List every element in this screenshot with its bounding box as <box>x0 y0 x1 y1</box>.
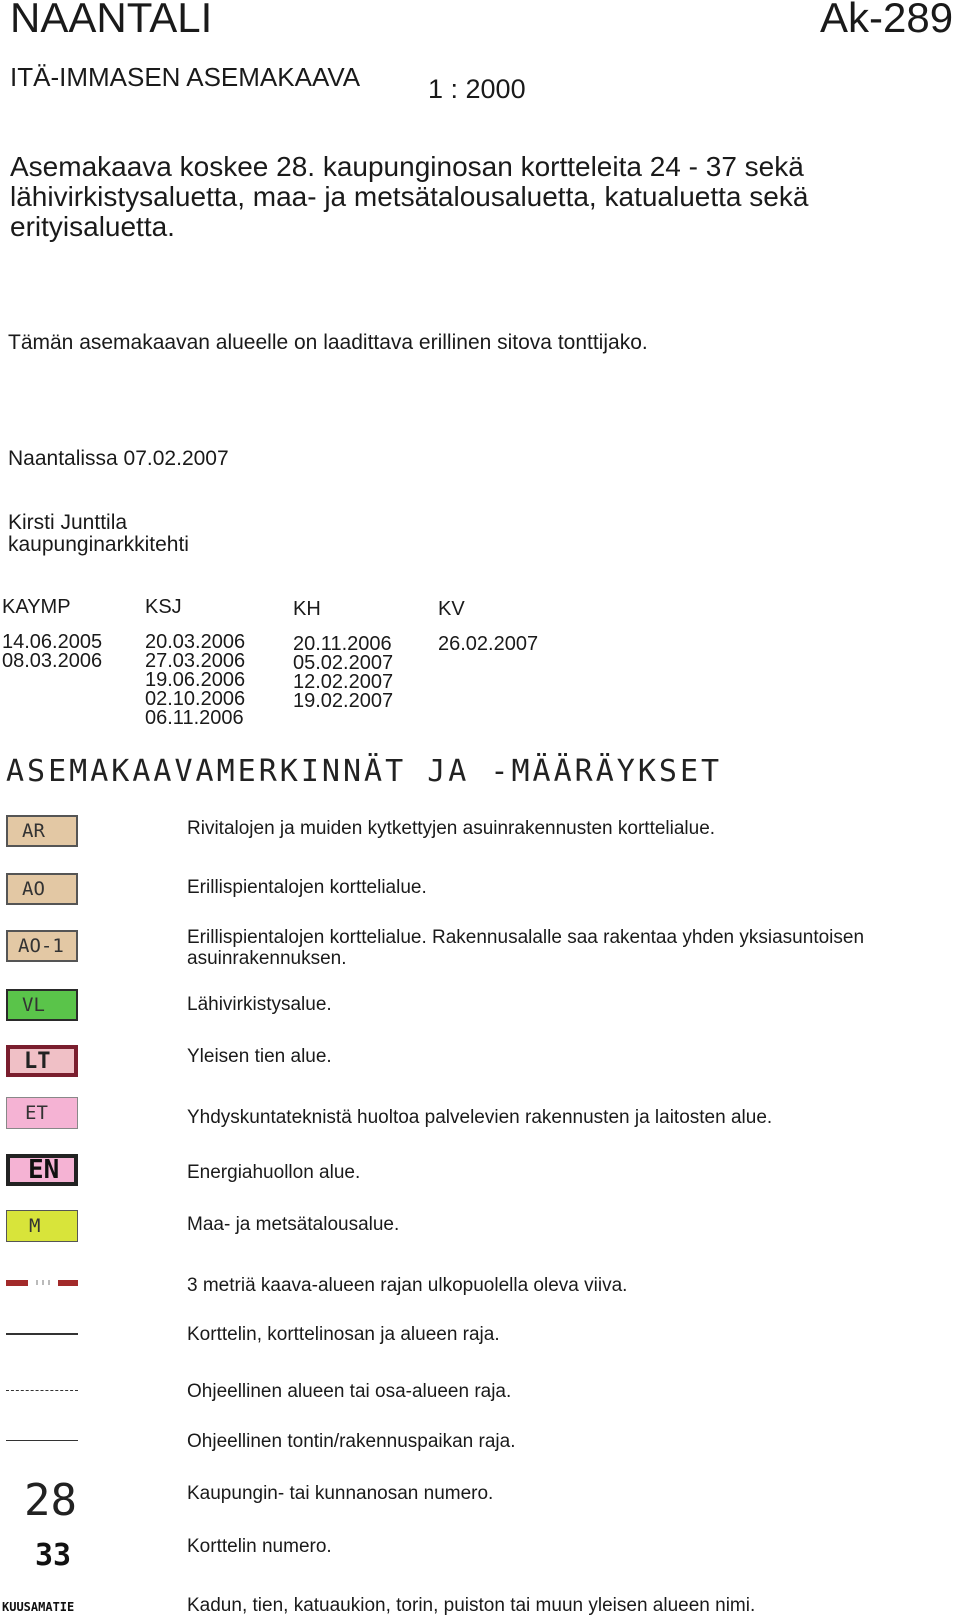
approval-column-kaymp <box>2 598 152 671</box>
approval-date: 20.11.2006 <box>293 633 392 655</box>
legend-text-guideline-area-boundary: Ohjeellinen alueen tai osa-alueen raja. <box>187 1381 512 1402</box>
legend-symbol-plot-boundary <box>6 1440 78 1441</box>
place-date: Naantalissa 07.02.2007 <box>8 447 229 470</box>
legend-symbol-et: ET <box>6 1097 78 1129</box>
legend-symbol-guideline-area-boundary <box>6 1390 78 1391</box>
city-name: NAANTALI <box>10 0 213 41</box>
legend-title: ASEMAKAAVAMERKINNÄT JA -MÄÄRÄYKSET <box>6 754 723 789</box>
legend-text-ao: Erillispientalojen korttelialue. <box>187 877 427 898</box>
legend-symbol-ao1: AO-1 <box>6 930 78 962</box>
legend-text-ao1: Erillispientalojen korttelialue. Rakennusalalle saa rakentaa yhden yksiasuntoisen asuinrakennuksen. <box>187 927 865 969</box>
approval-header: KV <box>438 598 465 620</box>
approval-date: 08.03.2006 <box>2 650 103 672</box>
legend-text-block-boundary: Korttelin, korttelinosan ja alueen raja. <box>187 1324 500 1345</box>
legend-symbol-block-boundary <box>6 1333 78 1335</box>
plan-description: Asemakaava koskee 28. kaupunginosan kortteleita 24 - 37 sekä lähivirkistysaluetta, maa- ja metsätalousaluetta, katualuetta sekä erityisaluetta. <box>10 151 809 242</box>
legend-symbol-m: M <box>6 1210 78 1242</box>
plot-division-note: Tämän asemakaavan alueelle on laadittava erillinen sitova tonttijako. <box>8 331 648 354</box>
legend-symbol-lt: LT <box>6 1045 78 1077</box>
approval-date: 27.03.2006 <box>145 650 246 672</box>
signer-name: Kirsti Junttila <box>8 511 128 534</box>
approval-header: KH <box>293 598 321 620</box>
approval-date: 19.06.2006 <box>145 669 246 691</box>
approval-date: 02.10.2006 <box>145 688 246 710</box>
approval-date: 14.06.2005 <box>2 631 103 653</box>
legend-text-et: Yhdyskuntateknistä huoltoa palvelevien rakennusten ja laitosten alue. <box>187 1107 773 1128</box>
plan-code: Ak-289 <box>820 0 954 41</box>
signer-title: kaupunginarkkitehti <box>8 533 189 556</box>
legend-text-block-number: Korttelin numero. <box>187 1536 332 1557</box>
approval-header: KSJ <box>145 596 182 618</box>
legend-text-en: Energiahuollon alue. <box>187 1162 361 1183</box>
legend-text-vl: Lähivirkistysalue. <box>187 994 332 1015</box>
legend-text-street-name: Kadun, tien, katuaukion, torin, puiston tai muun yleisen alueen nimi. <box>187 1595 756 1616</box>
approval-column-kv <box>438 600 588 654</box>
legend-symbol-ao: AO <box>6 873 78 905</box>
legend-symbol-street-name: KUUSAMATIE <box>2 1600 75 1614</box>
legend-text-offset-line: 3 metriä kaava-alueen rajan ulkopuolella oleva viiva. <box>187 1275 628 1296</box>
legend-symbol-vl: VL <box>6 989 78 1021</box>
legend-text-m: Maa- ja metsätalousalue. <box>187 1214 400 1235</box>
legend-symbol-district-number: 28 <box>24 1475 77 1526</box>
legend-text-ar: Rivitalojen ja muiden kytkettyjen asuinrakennusten korttelialue. <box>187 818 716 839</box>
approval-date: 06.11.2006 <box>145 707 244 729</box>
approval-date: 26.02.2007 <box>438 633 539 655</box>
legend-text-lt: Yleisen tien alue. <box>187 1046 332 1067</box>
approval-date: 20.03.2006 <box>145 631 246 653</box>
legend-symbol-block-number: 33 <box>35 1538 72 1573</box>
approval-date: 05.02.2007 <box>293 652 394 674</box>
legend-symbol-offset-line <box>6 1280 78 1286</box>
plan-scale: 1 : 2000 <box>428 74 526 104</box>
approval-date: 19.02.2007 <box>293 690 394 712</box>
legend-text-district-number: Kaupungin- tai kunnanosan numero. <box>187 1483 494 1504</box>
approval-date: 12.02.2007 <box>293 671 394 693</box>
plan-name: ITÄ-IMMASEN ASEMAKAAVA <box>10 62 361 92</box>
legend-symbol-ar: AR <box>6 815 78 847</box>
approval-column-kh <box>293 600 443 711</box>
legend-symbol-en: EN <box>6 1154 78 1186</box>
signer-block <box>8 512 189 556</box>
approval-header: KAYMP <box>2 596 71 618</box>
approval-column-ksj <box>145 598 295 728</box>
legend-text-plot-boundary: Ohjeellinen tontin/rakennuspaikan raja. <box>187 1431 516 1452</box>
